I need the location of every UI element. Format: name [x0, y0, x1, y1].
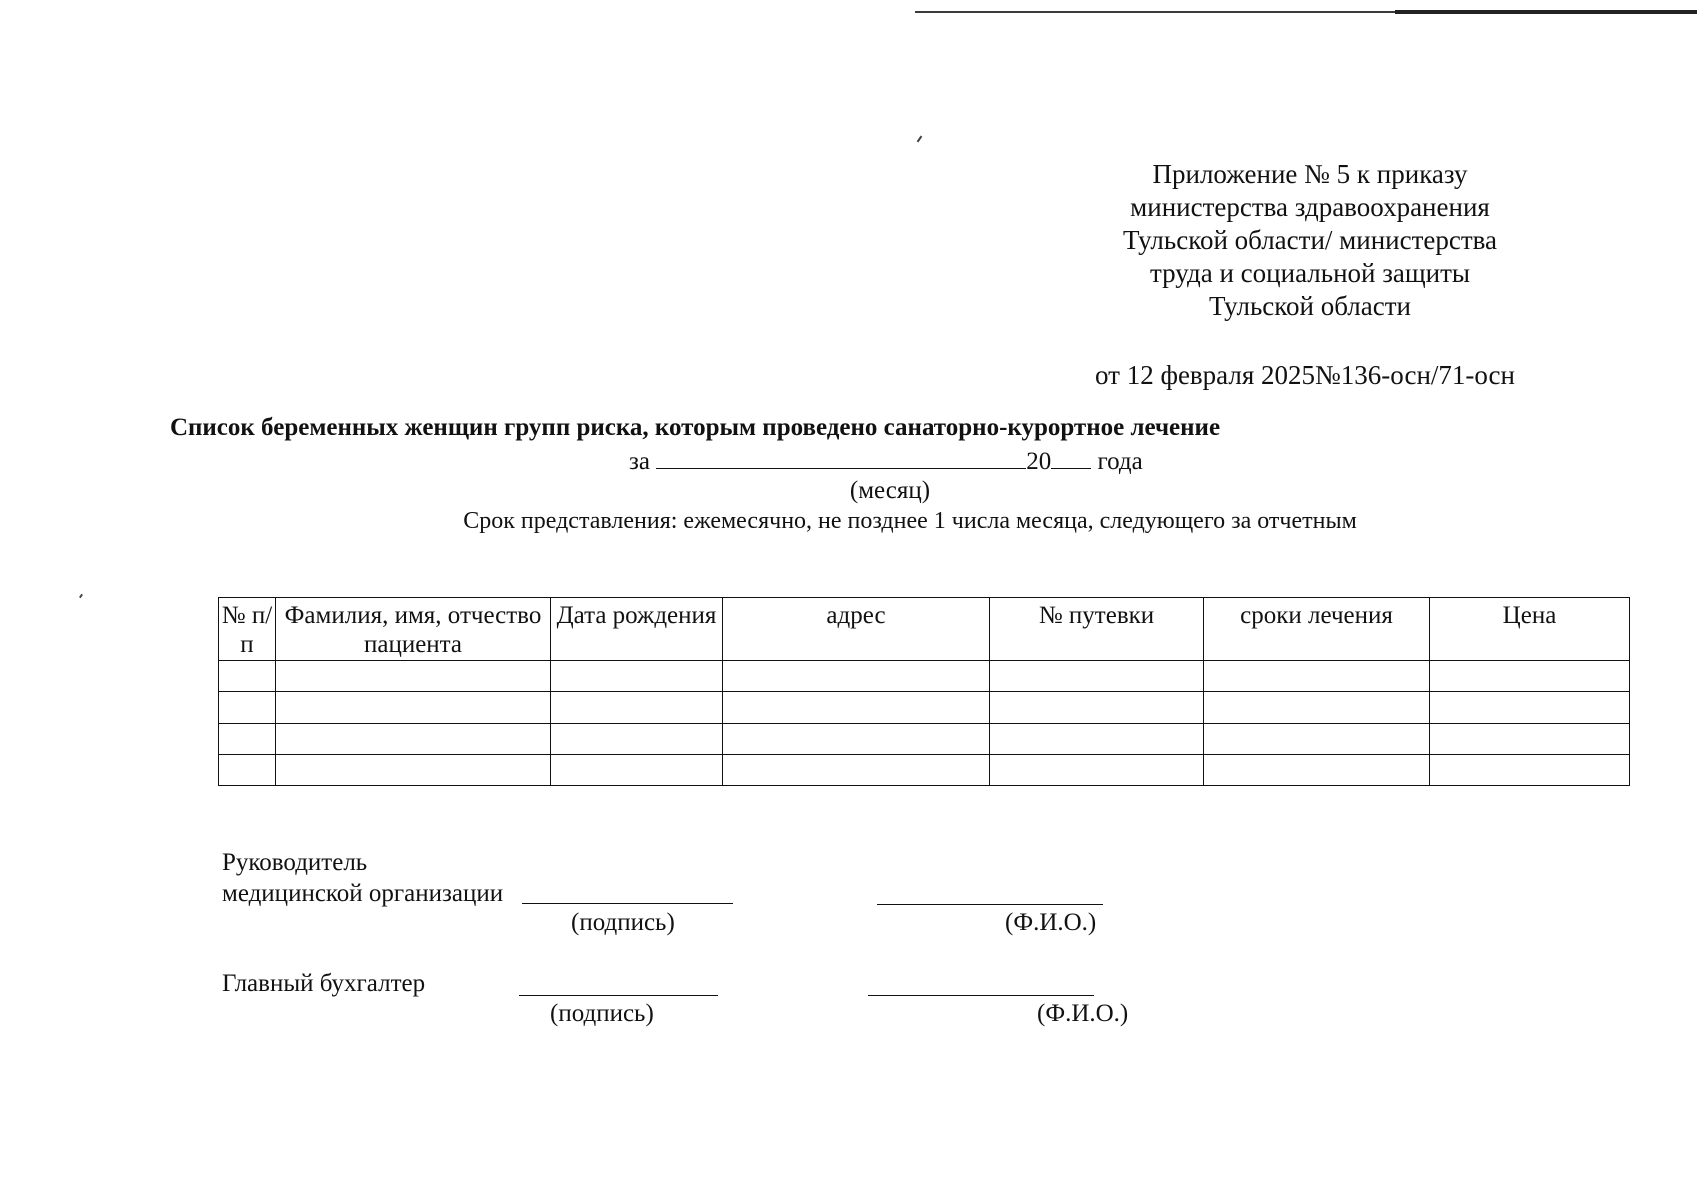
table-cell[interactable] — [723, 754, 990, 785]
table-cell[interactable] — [723, 723, 990, 754]
appendix-line: Тульской области — [1209, 291, 1411, 321]
table-cell[interactable] — [551, 723, 723, 754]
table-cell[interactable] — [1204, 661, 1430, 692]
head-signature-line[interactable] — [522, 903, 733, 904]
table-cell[interactable] — [1204, 754, 1430, 785]
head-name-caption: (Ф.И.О.) — [1005, 909, 1097, 936]
table-cell[interactable] — [276, 723, 551, 754]
column-header-voucher-number: № путевки — [990, 598, 1204, 661]
month-caption: (месяц) — [849, 477, 931, 504]
table-row — [219, 754, 1630, 785]
table-cell[interactable] — [551, 692, 723, 723]
table-cell[interactable] — [551, 661, 723, 692]
table-cell[interactable] — [1430, 661, 1630, 692]
table-cell[interactable] — [723, 661, 990, 692]
table-cell[interactable] — [219, 692, 276, 723]
column-header-address: адрес — [723, 598, 990, 661]
accountant-signature-line[interactable] — [519, 995, 718, 996]
column-header-patient-name: Фамилия, имя, отчество пациента — [276, 598, 551, 661]
table-cell[interactable] — [723, 692, 990, 723]
table-cell[interactable] — [1430, 723, 1630, 754]
table-cell[interactable] — [276, 754, 551, 785]
reporting-period — [629, 446, 1143, 478]
period-prefix: за — [629, 448, 650, 475]
table-cell[interactable] — [219, 661, 276, 692]
table-cell[interactable] — [551, 754, 723, 785]
table-cell[interactable] — [990, 692, 1204, 723]
table-cell[interactable] — [276, 661, 551, 692]
column-header-price: Цена — [1430, 598, 1630, 661]
scan-edge-line — [915, 10, 1697, 15]
appendix-line: Тульской области/ министерства — [1122, 225, 1498, 255]
accountant-name-caption: (Ф.И.О.) — [1037, 1000, 1129, 1027]
scan-speck — [917, 136, 923, 143]
document-title: Список беременных женщин групп риска, которым проведено санаторно-курортное лечение — [169, 414, 1221, 441]
table-cell[interactable] — [1204, 692, 1430, 723]
table-cell[interactable] — [990, 661, 1204, 692]
year-prefix: 20 — [1026, 448, 1052, 475]
column-header-treatment-dates: сроки лечения — [1204, 598, 1430, 661]
month-blank[interactable] — [656, 450, 1026, 469]
column-header-number: № п/п — [219, 598, 276, 661]
table-cell[interactable] — [219, 754, 276, 785]
table-cell[interactable] — [1204, 723, 1430, 754]
table-cell[interactable] — [276, 692, 551, 723]
table-row — [219, 723, 1630, 754]
head-label-line1: Руководитель — [222, 849, 368, 876]
year-blank[interactable] — [1051, 450, 1091, 469]
submission-deadline: Срок представления: ежемесячно, не позднее 1 числа месяца, следующего за отчетным — [463, 508, 1357, 534]
scan-speck — [79, 594, 83, 598]
order-date: от 12 февраля 2025№136-осн/71-осн — [1095, 360, 1515, 390]
table-header-row — [219, 598, 1630, 661]
period-suffix: года — [1097, 448, 1143, 475]
accountant-signature-caption: (подпись) — [550, 1000, 654, 1027]
patients-table — [218, 597, 1630, 786]
appendix-line: министерства здравоохранения — [1130, 192, 1490, 222]
accountant-label: Главный бухгалтер — [222, 970, 426, 997]
appendix-line: труда и социальной защиты — [1149, 258, 1471, 288]
table-cell[interactable] — [990, 754, 1204, 785]
table-row — [219, 661, 1630, 692]
accountant-name-line[interactable] — [868, 995, 1094, 996]
table-cell[interactable] — [219, 723, 276, 754]
table-cell[interactable] — [1430, 692, 1630, 723]
head-name-line[interactable] — [877, 904, 1103, 905]
head-label-line2: медицинской организации — [222, 880, 504, 907]
table-cell[interactable] — [990, 723, 1204, 754]
appendix-line: Приложение № 5 к приказу — [1152, 159, 1468, 189]
table-cell[interactable] — [1430, 754, 1630, 785]
column-header-birth-date: Дата рождения — [551, 598, 723, 661]
table-row — [219, 692, 1630, 723]
appendix-header — [1060, 158, 1560, 323]
head-signature-caption: (подпись) — [571, 909, 675, 936]
